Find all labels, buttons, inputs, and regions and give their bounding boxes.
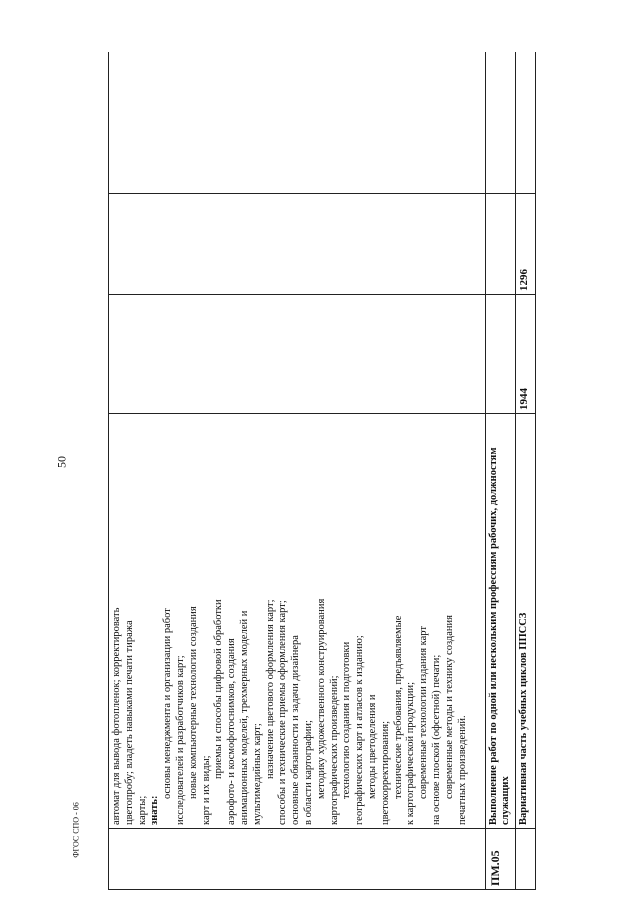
description-line: технические требования, предъявляемые <box>392 615 404 799</box>
module-code: ПМ.05 <box>486 829 516 890</box>
description-line: географических карт и атласов к изданию; <box>354 635 366 825</box>
table-cell-empty <box>109 52 486 194</box>
table-cell-empty <box>109 194 486 295</box>
table-row <box>486 52 516 890</box>
variative-part-title: Вариативная часть учебных циклов ППССЗ <box>515 414 535 829</box>
table-frame <box>108 52 536 890</box>
description-line: аэрофото- и космофотоснимков, создания <box>226 638 238 825</box>
compulsory-hours-value: 1296 <box>515 194 535 295</box>
description-line: знать: <box>149 795 161 825</box>
description-line: технологию создания и подготовки <box>341 641 353 799</box>
description-line: анимационных моделей, трехмерных моделей и <box>238 610 250 825</box>
description-line: основные обязанности и задачи дизайнера <box>290 635 302 825</box>
max-hours-value: 1944 <box>515 295 535 414</box>
description-line: автомат для вывода фотопленок; корректировать <box>111 607 122 825</box>
table-cell-empty <box>515 52 535 194</box>
table-cell-empty <box>109 829 486 890</box>
description-line: основы менеджмента и организации работ <box>162 608 174 799</box>
description-line: печатных произведений. <box>456 715 468 825</box>
table-row <box>515 52 535 890</box>
description-line: цветопробу; владеть навыками печати тиража <box>123 620 135 825</box>
description-line: современные методы и технику создания <box>443 615 455 799</box>
table-cell-empty <box>486 295 516 414</box>
module-title: Выполнение работ по одной или нескольким профессиям рабочих, должностям служащих <box>486 414 516 829</box>
table-cell-empty <box>486 194 516 295</box>
description-line: новые компьютерные технологии создания <box>187 606 199 799</box>
footer-label: ФГОС СПО - 06 <box>71 802 81 858</box>
description-line: способы и технические приемы оформления карт; <box>277 600 289 825</box>
description-line: исследователей и разработчиков карт; <box>174 655 186 825</box>
curriculum-table <box>108 52 536 890</box>
description-line: методику художественного конструирования <box>315 598 327 799</box>
description-line: цветокорректирования; <box>379 721 391 825</box>
description-line: картографических произведений; <box>328 675 340 825</box>
table-cell-empty <box>109 295 486 414</box>
description-line: в области картографии; <box>302 720 314 825</box>
description-line: современные технологии издания карт <box>418 626 430 799</box>
description-line: методы цветоделения и <box>366 694 378 799</box>
competency-description-cell <box>109 414 486 829</box>
description-lines <box>111 417 469 825</box>
description-line: мультимедийных карт; <box>251 723 263 825</box>
description-line: к картографической продукции; <box>405 682 417 825</box>
description-line: карты; <box>136 795 148 825</box>
table-cell-empty <box>515 829 535 890</box>
description-line: назначение цветового оформления карт; <box>264 599 276 779</box>
description-line: приемы и способы цифровой обработки <box>213 599 225 779</box>
table-cell-empty <box>486 52 516 194</box>
page-number: 50 <box>54 456 69 468</box>
table-row <box>109 52 486 890</box>
description-line: карт и их виды; <box>200 755 212 825</box>
description-line: на основе плоской (офсетной) печати; <box>430 654 442 825</box>
